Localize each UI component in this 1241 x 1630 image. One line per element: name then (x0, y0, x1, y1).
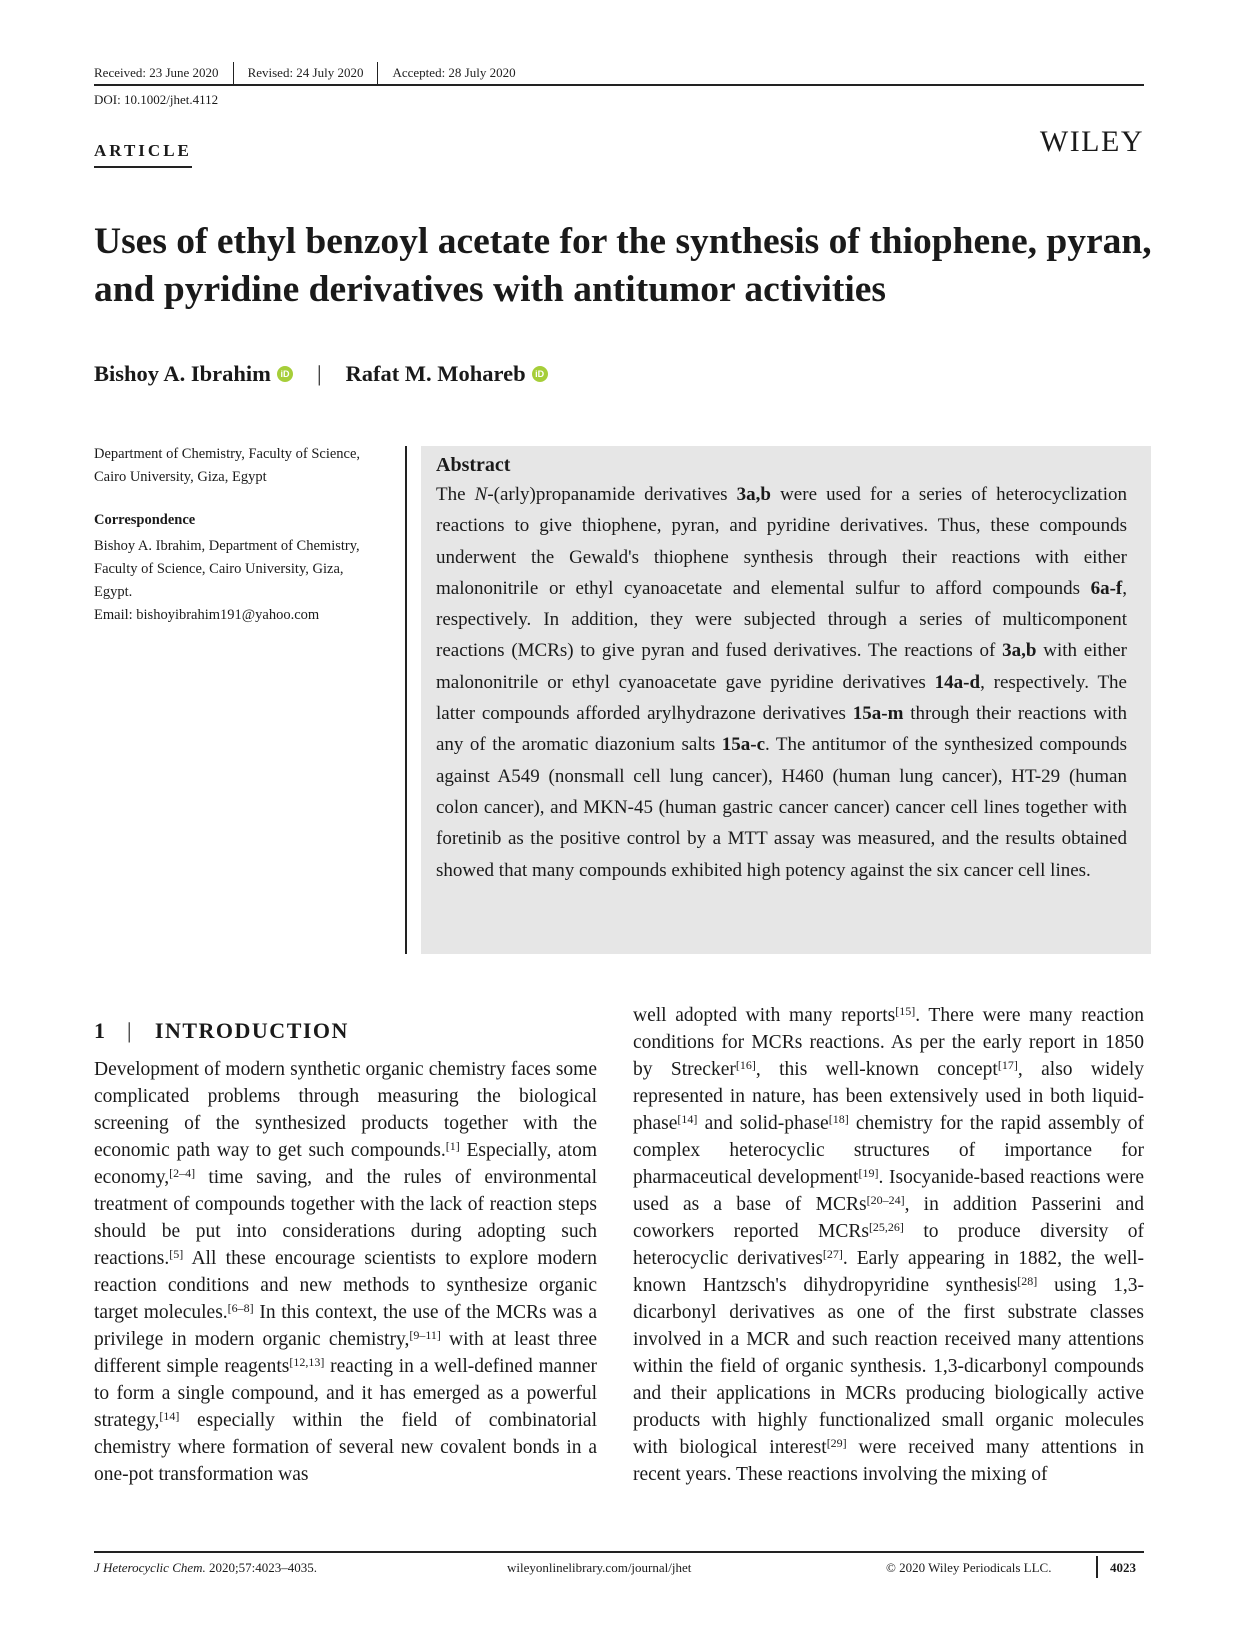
body-column-left (94, 1056, 597, 1488)
journal-name: J Heterocyclic Chem. (94, 1560, 206, 1575)
section-number: 1 (94, 1018, 105, 1043)
citation-details: 2020;57:4023–4035. (205, 1560, 318, 1575)
divider (233, 62, 234, 84)
journal-url[interactable]: wileyonlinelibrary.com/journal/jhet (507, 1560, 692, 1575)
intro-paragraph-continued: well adopted with many reports[15]. There were many reaction conditions for MCRs reactions. As per the early report in 1850 by Strecker[16], this well-known concept[17], also widely represented in nature, has been extensively used in both liquid-phase[14] and solid-phase[18] chemistry for the rapid assembly of complex heterocyclic structures of importance for pharmaceutical development[19]. Isocyanide-based reactions were used as a base of MCRs[20–24], in addition Passerini and coworkers reported MCRs[25,26] to produce diversity of heterocyclic derivatives[27]. Early appearing in 1882, the well-known Hantzsch's dihydropyridine synthesis[28] using 1,3-dicarbonyl derivatives as one of the first substrate classes involved in a MCR and such reaction received many attentions within the field of organic synthesis. 1,3-dicarbonyl compounds and their applications in MCRs producing biologically active products with highly functionalized small organic molecules with biological interest[29] were received many attentions in recent years. These reactions involving the mixing of (633, 1004, 1144, 1485)
accepted-date: Accepted: 28 July 2020 (392, 65, 516, 80)
intro-paragraph: Development of modern synthetic organic chemistry faces some complicated problems through measuring the biological screening of the synthesized products together with the economic path way to get such compounds.[1] Especially, atom economy,[2–4] time saving, and the rules of environmental treatment of compounds together with the lack of reaction steps should be put into considerations during adopting such reactions.[5] All these encourage scientists to explore modern reaction conditions and new methods to synthesize organic target molecules.[6–8] In this context, the use of the MCRs was a privilege in modern organic chemistry,[9–11] with at least three different simple reagents[12,13] reacting in a well-defined manner to form a single compound, and it has emerged as a powerful strategy,[14] especially within the field of combinatorial chemistry where formation of several new covalent bonds in a one-pot transformation was (94, 1059, 598, 1485)
correspondence-email[interactable]: Email: bishoyibrahim191@yahoo.com (94, 607, 320, 623)
author-separator: | (316, 361, 322, 386)
received-date: Received: 23 June 2020 (94, 65, 219, 80)
body-column-right (633, 1002, 1144, 1488)
correspondence-details (94, 535, 384, 627)
doi[interactable]: DOI: 10.1002/jhet.4112 (94, 92, 219, 107)
abstract-box (421, 446, 1151, 954)
section-title: INTRODUCTION (154, 1018, 349, 1043)
journal-citation (94, 1560, 317, 1576)
paper-title: Uses of ethyl benzoyl acetate for the synthesis of thiophene, pyran, and pyridine derivatives with antitumor activities (94, 221, 1152, 310)
copyright: © 2020 Wiley Periodicals LLC. (886, 1560, 1052, 1575)
abstract-text: The N-(arly)propanamide derivatives 3a,b were used for a series of heterocyclization reactions to give thiophene, pyran, and pyridine derivatives. Thus, these compounds underwent the Gewald's thiophene synthesis through their reactions with either malononitrile or ethyl cyanoacetate and elemental sulfur to afford compounds 6a-f, respectively. In addition, they were subjected through a series of multicomponent reactions (MCRs) to give pyran and fused derivatives. The reactions of 3a,b with either malononitrile or ethyl cyanoacetate gave pyridine derivatives 14a-d, respectively. The latter compounds afforded arylhydrazone derivatives 15a-m through their reactions with any of the aromatic diazonium salts 15a-c. The antitumor of the synthesized compounds against A549 (nonsmall cell lung cancer), H460 (human lung cancer), HT-29 (human colon cancer), and MKN-45 (human gastric cancer cancer) cancer cell lines together with foretinib as the positive control by a MTT assay was measured, and the results obtained showed that many compounds exhibited high potency against the six cancer cell lines. (436, 484, 1128, 881)
orcid-icon[interactable]: iD (277, 366, 293, 382)
publication-dates (94, 62, 516, 84)
page-number: 4023 (1110, 1560, 1136, 1575)
header-rule (94, 84, 1144, 86)
abstract-side-rule (405, 446, 407, 954)
author-name: Bishoy A. Ibrahim (94, 361, 271, 386)
abstract-heading: Abstract (436, 454, 511, 476)
correspondence-address: Bishoy A. Ibrahim, Department of Chemistry, Faculty of Science, Cairo University, Giza, Egypt. (94, 538, 360, 600)
author-list (94, 361, 548, 387)
divider (377, 62, 378, 84)
revised-date: Revised: 24 July 2020 (247, 65, 364, 80)
correspondence-heading: Correspondence (94, 512, 196, 528)
orcid-icon[interactable]: iD (532, 366, 548, 382)
section-separator: | (127, 1018, 133, 1043)
footer-rule (94, 1551, 1144, 1553)
publisher-logo: WILEY (1039, 125, 1144, 158)
author-name: Rafat M. Mohareb (345, 361, 526, 386)
affiliation: Department of Chemistry, Faculty of Science, Cairo University, Giza, Egypt (94, 446, 361, 485)
article-type: ARTICLE (94, 141, 192, 168)
footer-divider (1096, 1556, 1098, 1578)
section-heading (94, 1018, 349, 1044)
